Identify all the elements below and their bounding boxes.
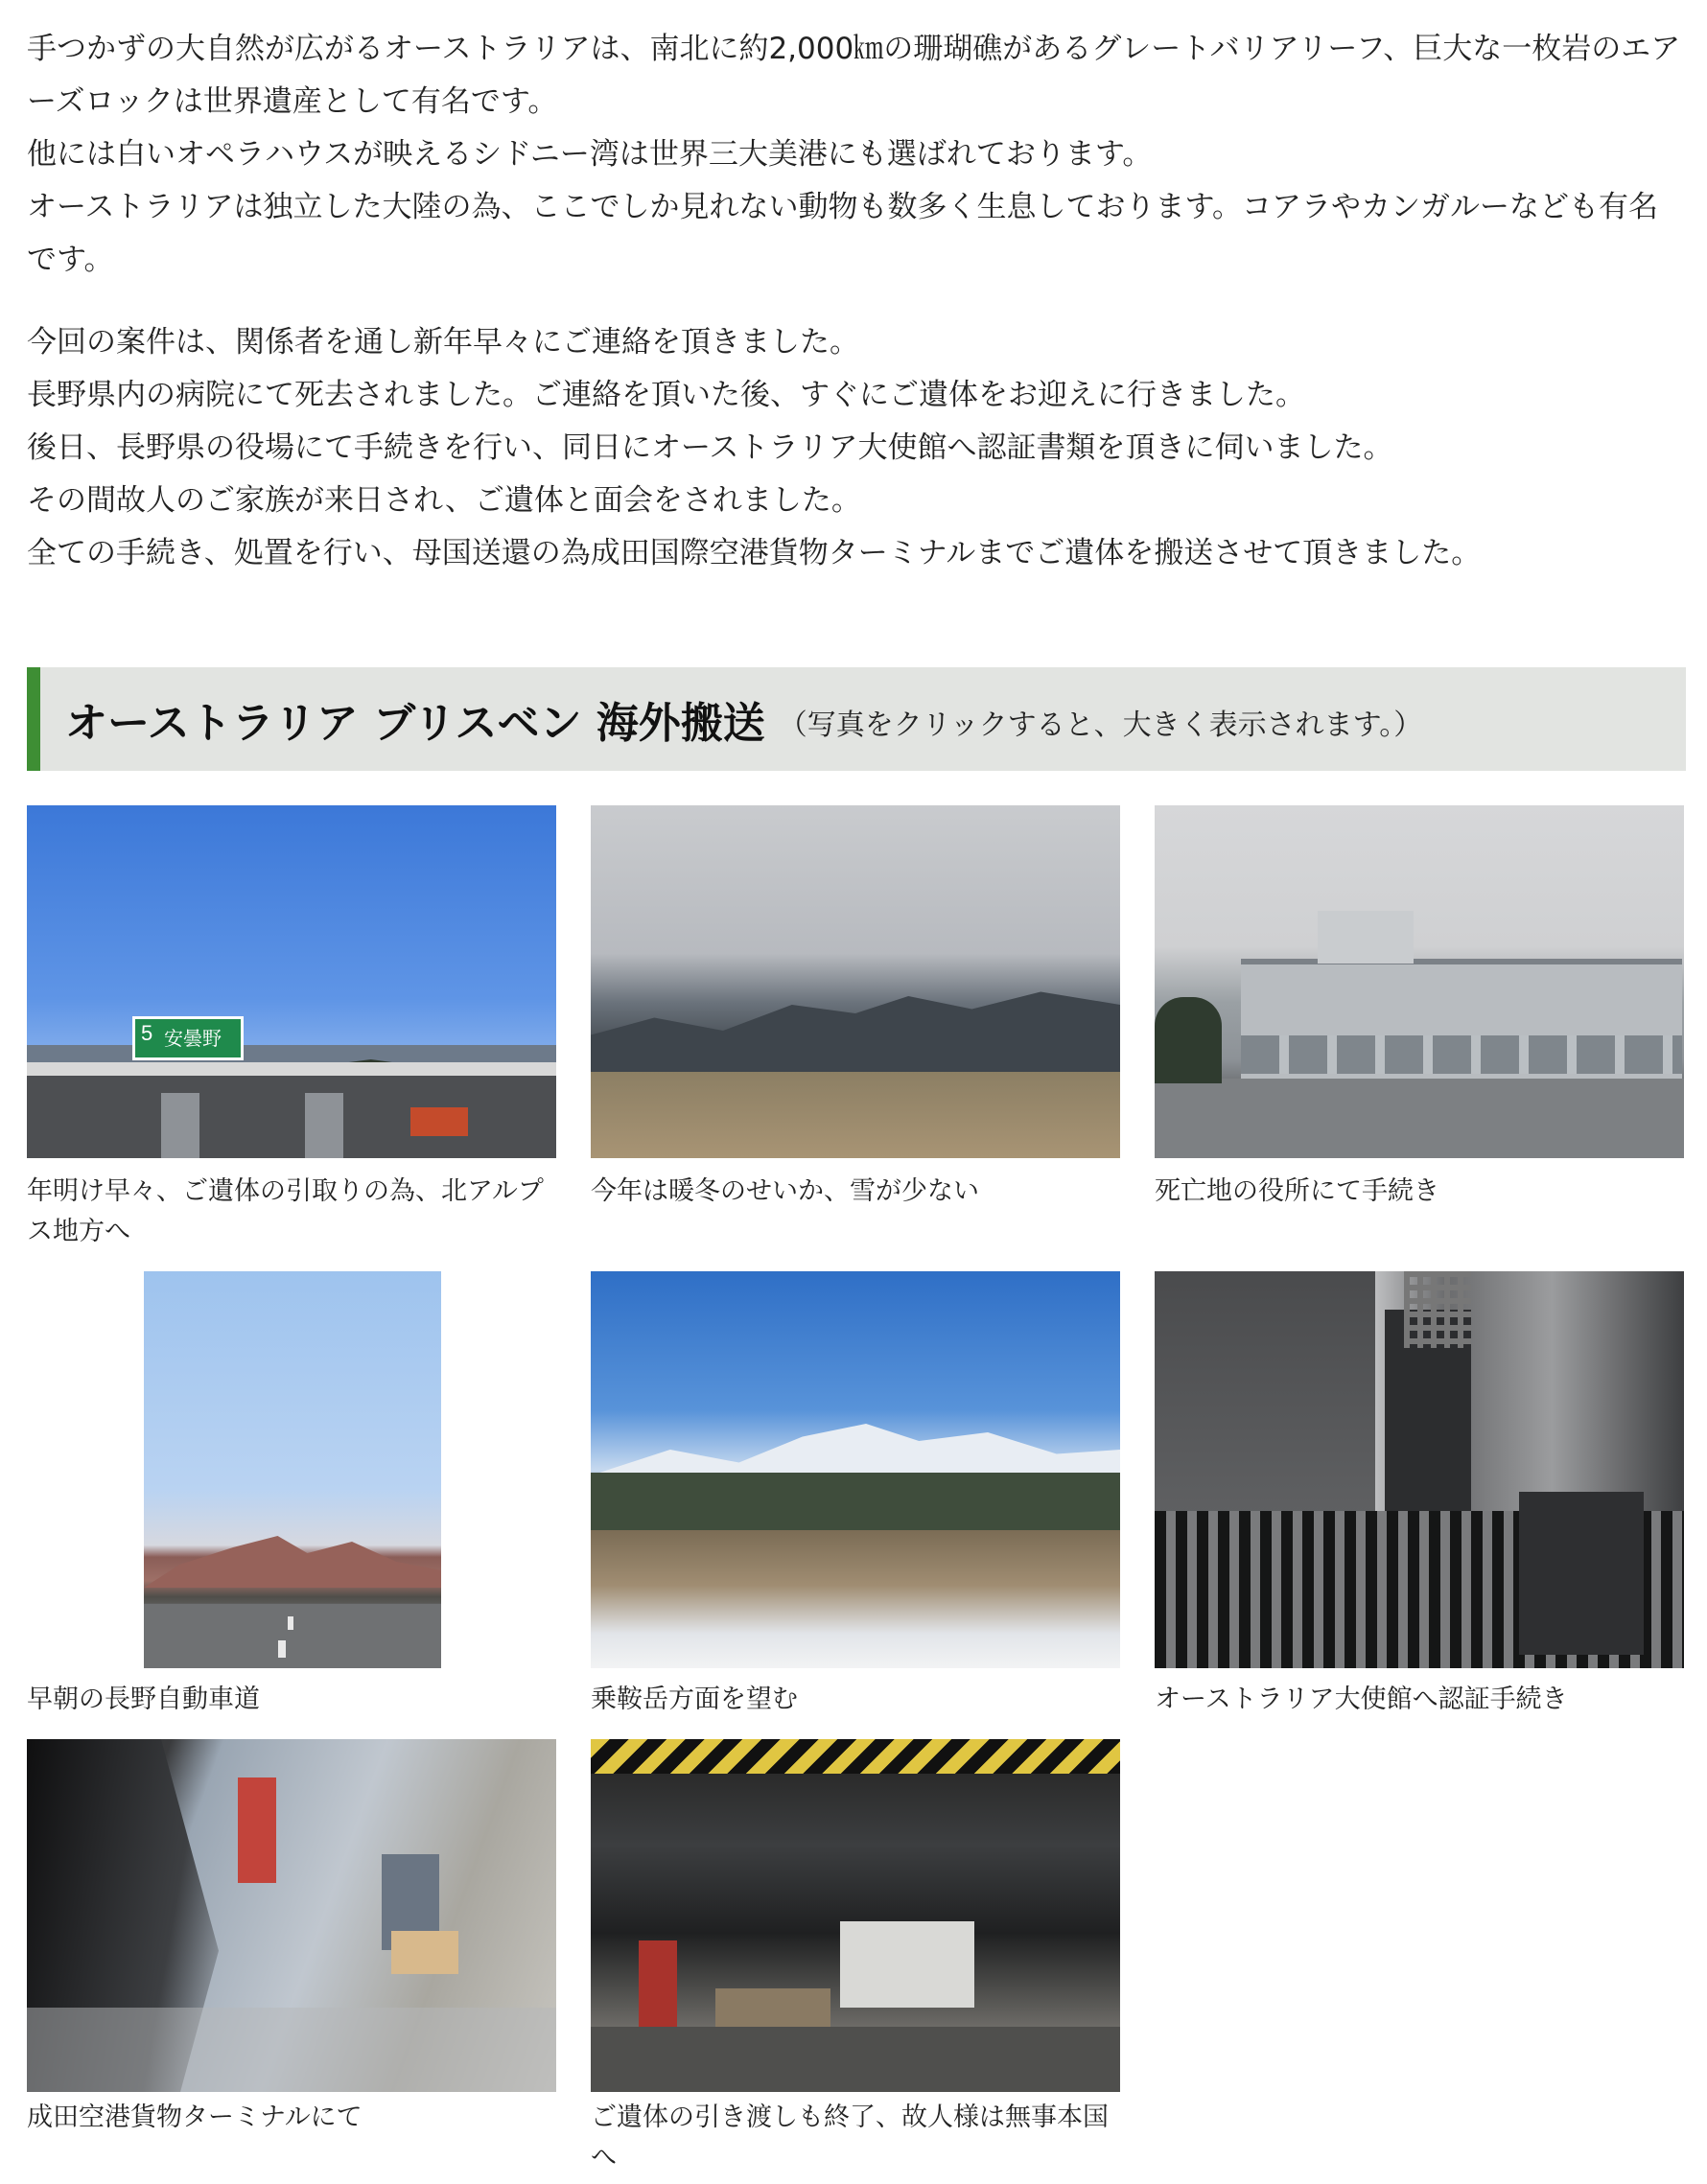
section-heading — [27, 667, 1686, 771]
red-column — [238, 1777, 276, 1883]
photo-caption: 今年は暖冬のせいか、雪が少ない — [591, 1176, 979, 1206]
floor — [27, 2008, 556, 2092]
story-line: その間故人のご家族が来日され、ご遺体と面会をされました。 — [27, 483, 861, 518]
intro-line: 他には白いオペラハウスが映えるシドニー湾は世界三大美港にも選ばれております。 — [27, 137, 1153, 172]
building-windows — [1241, 1035, 1682, 1074]
booth — [305, 1093, 343, 1158]
photo-caption: 年明け早々、ご遺体の引取りの為、北アルプス地方へ — [27, 1176, 544, 1246]
photo-caption: 早朝の長野自動車道 — [27, 1684, 260, 1714]
section-note: （写真をクリックすると、大きく表示されます。） — [778, 709, 1423, 742]
open-doorway — [840, 1921, 974, 2008]
gallery-photo-warehouse[interactable] — [591, 1739, 1120, 2092]
story-line: 全ての手続き、処置を行い、母国送還の為成田国際空港貨物ターミナルまでご遺体を搬送させて頂きました。 — [27, 536, 1482, 570]
road-sign — [132, 1016, 244, 1060]
gallery-photo-embassy[interactable] — [1155, 1271, 1684, 1668]
gallery-photo-city-hall[interactable] — [1155, 805, 1684, 1158]
photo-caption: 乗鞍岳方面を望む — [591, 1684, 798, 1714]
field — [591, 1072, 1120, 1158]
forest — [591, 1473, 1120, 1530]
gallery-photo-norikura[interactable] — [591, 1271, 1120, 1668]
building-tower — [1318, 911, 1414, 964]
snowy-field — [591, 1530, 1120, 1668]
embassy-sign — [1519, 1492, 1644, 1655]
toll-canopy — [27, 1062, 556, 1076]
sign-number: 5 — [141, 1021, 153, 1045]
section-title: オーストラリア ブリスベン 海外搬送 — [65, 699, 765, 748]
toll-booths — [27, 1076, 556, 1158]
photo-caption: 死亡地の役所にて手続き — [1155, 1176, 1439, 1206]
photo-caption: オーストラリア大使館へ認証手続き — [1155, 1684, 1568, 1714]
intro-line: オーストラリアは独立した大陸の為、ここでしか見れない動物も数多く生息しております。コアラやカンガルーなども有名です。 — [27, 190, 1658, 277]
gallery-photo-highway-dawn[interactable] — [144, 1271, 441, 1668]
photo-caption: ご遺体の引き渡しも終了、故人様は無事本国へ — [591, 2103, 1109, 2172]
lane-mark — [278, 1640, 286, 1658]
hazard-stripe — [591, 1739, 1120, 1774]
parking-lot — [1155, 1079, 1684, 1158]
lattice-tower — [1404, 1271, 1471, 1348]
story-line: 後日、長野県の役場にて手続きを行い、同日にオーストラリア大使館へ認証書類を頂きに伺いました。 — [27, 430, 1393, 465]
intro-line: 手つかずの大自然が広がるオーストラリアは、南北に約2,000㎞の珊瑚礁があるグレートバリアリーフ、巨大な一枚岩のエアーズロックは世界遺産として有名です。 — [27, 32, 1681, 119]
warehouse-floor — [591, 2027, 1120, 2092]
mountains — [591, 987, 1120, 1074]
gallery-photo-toll-gate[interactable] — [27, 805, 556, 1158]
gallery-photo-mountains-cloudy[interactable] — [591, 805, 1120, 1158]
red-panel — [639, 1940, 677, 2036]
tree — [1155, 997, 1222, 1083]
gallery-photo-cargo-terminal[interactable] — [27, 1739, 556, 2092]
mountain — [144, 1530, 441, 1588]
story-line: 長野県内の病院にて死去されました。ご連絡を頂いた後、すぐにご遺体をお迎えに行きました。 — [27, 378, 1305, 412]
booth — [161, 1093, 199, 1158]
lane-mark — [288, 1616, 293, 1630]
sign-text: 安曇野 — [164, 1027, 222, 1050]
intro-text — [27, 23, 1686, 287]
story-text — [27, 316, 1686, 580]
photo-caption: 成田空港貨物ターミナルにて — [27, 2103, 362, 2132]
cargo-box — [391, 1931, 458, 1974]
barrier — [410, 1107, 468, 1136]
story-line: 今回の案件は、関係者を通し新年早々にご連絡を頂きました。 — [27, 325, 859, 360]
